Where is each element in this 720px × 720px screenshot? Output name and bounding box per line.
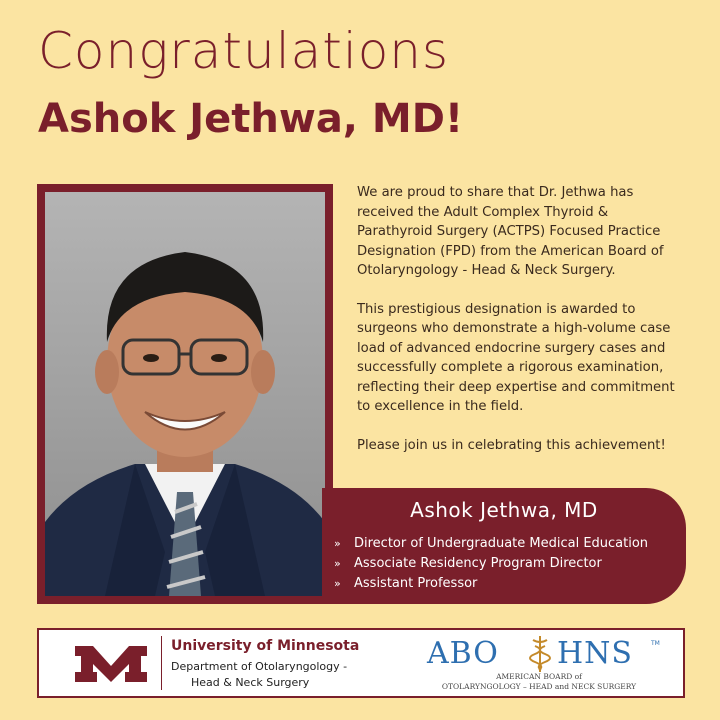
announcement-paragraph-2: This prestigious designation is awarded to surgeons who demonstrate a high-volume case load of advanced endocrine surgery cases and successfully complete a rigorous examination, reflecting their deep expertise and commitment to excellence in the field.: [357, 301, 675, 414]
role-item: [334, 574, 648, 594]
roles-list: [334, 534, 648, 594]
chevron-bullet-icon: »: [334, 557, 341, 570]
congratulations-heading: Congratulations: [38, 22, 450, 80]
logo-footer: [37, 628, 685, 698]
abo-wordmark-left: ABO: [427, 636, 499, 671]
profile-name: Ashok Jethwa, MD: [410, 498, 598, 522]
announcement-paragraph-1: We are proud to share that Dr. Jethwa has received the Adult Complex Thyroid & Parathyroid Surgery (ACTPS) Focused Practice Designation (FPD) from the American Board of Otolaryngology - Head & Neck Surgery.: [357, 185, 664, 278]
announcement-paragraph-3: Please join us in celebrating this achievement!: [357, 437, 666, 453]
portrait-illustration: [45, 192, 325, 596]
abohns-logo: [419, 634, 659, 694]
role-label: Associate Residency Program Director: [354, 556, 602, 571]
role-label: Assistant Professor: [354, 576, 478, 591]
caduceus-icon: [525, 634, 555, 674]
honoree-name-heading: Ashok Jethwa, MD!: [38, 96, 464, 142]
abo-subtitle-line-1: AMERICAN BOARD of: [496, 672, 582, 681]
footer-divider: [161, 636, 162, 690]
role-item: [334, 534, 648, 554]
role-item: [334, 554, 648, 574]
chevron-bullet-icon: »: [334, 537, 341, 550]
abo-subtitle-line-2: OTOLARYNGOLOGY – HEAD and NECK SURGERY: [441, 682, 637, 691]
abo-wordmark-right: HNS: [557, 636, 633, 671]
chevron-bullet-icon: »: [334, 577, 341, 590]
announcement-text: [357, 183, 687, 474]
portrait-photo: [45, 192, 325, 596]
trademark-mark: TM: [651, 640, 660, 647]
portrait-frame: [37, 184, 333, 604]
department-line-1: Department of Otolaryngology -: [171, 660, 348, 673]
university-name: University of Minnesota: [171, 638, 360, 654]
umn-block-m-logo: [71, 642, 151, 686]
profile-panel: [322, 488, 686, 604]
department-line-2: Head & Neck Surgery: [191, 676, 310, 689]
role-label: Director of Undergraduate Medical Education: [354, 536, 649, 551]
